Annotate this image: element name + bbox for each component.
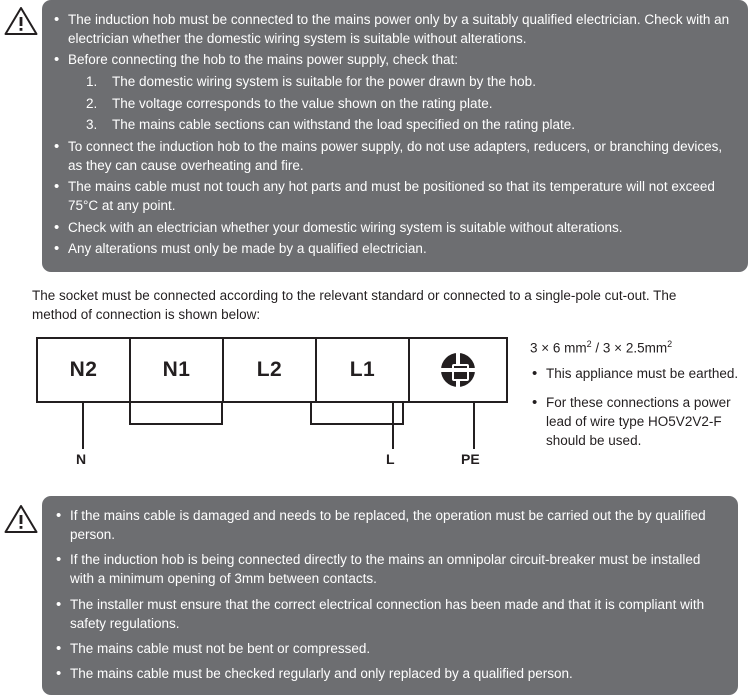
bottom-warning-list bbox=[54, 506, 724, 683]
warning-text: The induction hob must be connected to the mains power only by a suitably qualified electrician. Check with an electrician whether the domestic wiring system is suitable without alterations. bbox=[68, 12, 730, 47]
wire-n1-bridge-right bbox=[221, 403, 223, 425]
warning-text: To connect the induction hob to the mains power supply, do not use adapters, reducers, or branching devices, as they can cause overheating and fire. bbox=[68, 138, 723, 174]
list-item: • If the induction hob is being connected directly to the mains an omnipolar circuit-breaker must be installed with a minimum opening of 3mm between contacts. bbox=[54, 550, 724, 588]
list-item bbox=[52, 137, 734, 175]
cable-spec-notes bbox=[530, 337, 745, 460]
list-item bbox=[52, 50, 734, 134]
lead-label-l: L bbox=[386, 451, 395, 467]
warning-triangle-icon bbox=[0, 0, 42, 36]
cable-size-sup2: 2 bbox=[667, 339, 673, 349]
terminal-n1 bbox=[129, 337, 224, 403]
warning-text: Any alterations must only be made by a qualified electrician. bbox=[68, 240, 427, 256]
list-item: • For these connections a power lead of wire type HO5V2V2-F should be used. bbox=[530, 393, 745, 450]
terminal-l1 bbox=[315, 337, 410, 403]
warning-text: The mains cable must not touch any hot parts and must be positioned so that its temperature will not exceed 75°C at any point. bbox=[68, 179, 715, 214]
warning-text: Check with an electrician whether your domestic wiring system is suitable without alterations. bbox=[68, 219, 623, 235]
top-warning-sublist bbox=[68, 72, 734, 133]
wire-n2-drop bbox=[82, 403, 84, 449]
bottom-warning-block bbox=[0, 496, 748, 695]
bottom-warning-panel bbox=[42, 496, 738, 695]
top-warning-list bbox=[52, 10, 734, 258]
terminal-earth bbox=[408, 337, 508, 403]
warning-text: Before connecting the hob to the mains power supply, check that: bbox=[68, 52, 458, 68]
earth-icon bbox=[441, 353, 475, 387]
cable-size-main: 3 × 6 mm bbox=[530, 340, 587, 356]
warning-triangle-icon bbox=[0, 496, 42, 534]
wire-l-drop bbox=[392, 403, 394, 449]
list-item bbox=[52, 10, 734, 48]
terminal-label: L1 bbox=[349, 358, 376, 381]
list-item: • If the mains cable is damaged and needs to be replaced, the operation must be carried out the by qualified person. bbox=[54, 506, 724, 544]
cable-size-title bbox=[530, 339, 745, 356]
list-item bbox=[52, 177, 734, 215]
terminal-l2 bbox=[222, 337, 317, 403]
list-item: • The mains cable must be checked regularly and only replaced by a qualified person. bbox=[54, 664, 724, 683]
cable-spec-list bbox=[530, 364, 745, 451]
wire-l2-bridge-left bbox=[310, 403, 312, 425]
list-item: • This appliance must be earthed. bbox=[530, 364, 745, 383]
wiring-diagram-section bbox=[0, 337, 748, 482]
cable-size-sup1: 2 bbox=[586, 339, 592, 349]
top-warning-panel bbox=[42, 0, 748, 272]
lead-label-pe: PE bbox=[461, 451, 480, 467]
cable-size-mid: / 3 × 2.5mm bbox=[591, 340, 668, 356]
list-item: • The installer must ensure that the correct electrical connection has been made and that it is compliant with safety regulations. bbox=[54, 595, 724, 633]
wire-l1-bridge-right bbox=[402, 403, 404, 425]
connection-paragraph: The socket must be connected according to the relevant standard or connected to a single-pole cut-out. The method of connection is shown below: bbox=[32, 287, 677, 323]
terminal-n2 bbox=[36, 337, 131, 403]
lead-label-n: N bbox=[76, 451, 87, 467]
wire-n2-bridge-left bbox=[129, 403, 131, 425]
wire-bridge-l bbox=[310, 423, 404, 425]
list-item bbox=[52, 239, 734, 258]
list-item: The voltage corresponds to the value shown on the rating plate. bbox=[112, 95, 493, 111]
list-item: The domestic wiring system is suitable for the power drawn by the hob. bbox=[112, 74, 536, 90]
terminal-block-diagram bbox=[36, 337, 516, 482]
wire-bridge-n bbox=[129, 423, 223, 425]
terminal-label: L2 bbox=[256, 358, 283, 381]
terminal-label: N2 bbox=[69, 358, 98, 381]
list-item: The mains cable sections can withstand the load specified on the rating plate. bbox=[112, 116, 576, 132]
top-warning-block bbox=[0, 0, 748, 272]
terminal-label: N1 bbox=[162, 358, 191, 381]
list-item bbox=[52, 218, 734, 237]
list-item: • The mains cable must not be bent or compressed. bbox=[54, 639, 724, 658]
wire-pe-drop bbox=[473, 403, 475, 449]
